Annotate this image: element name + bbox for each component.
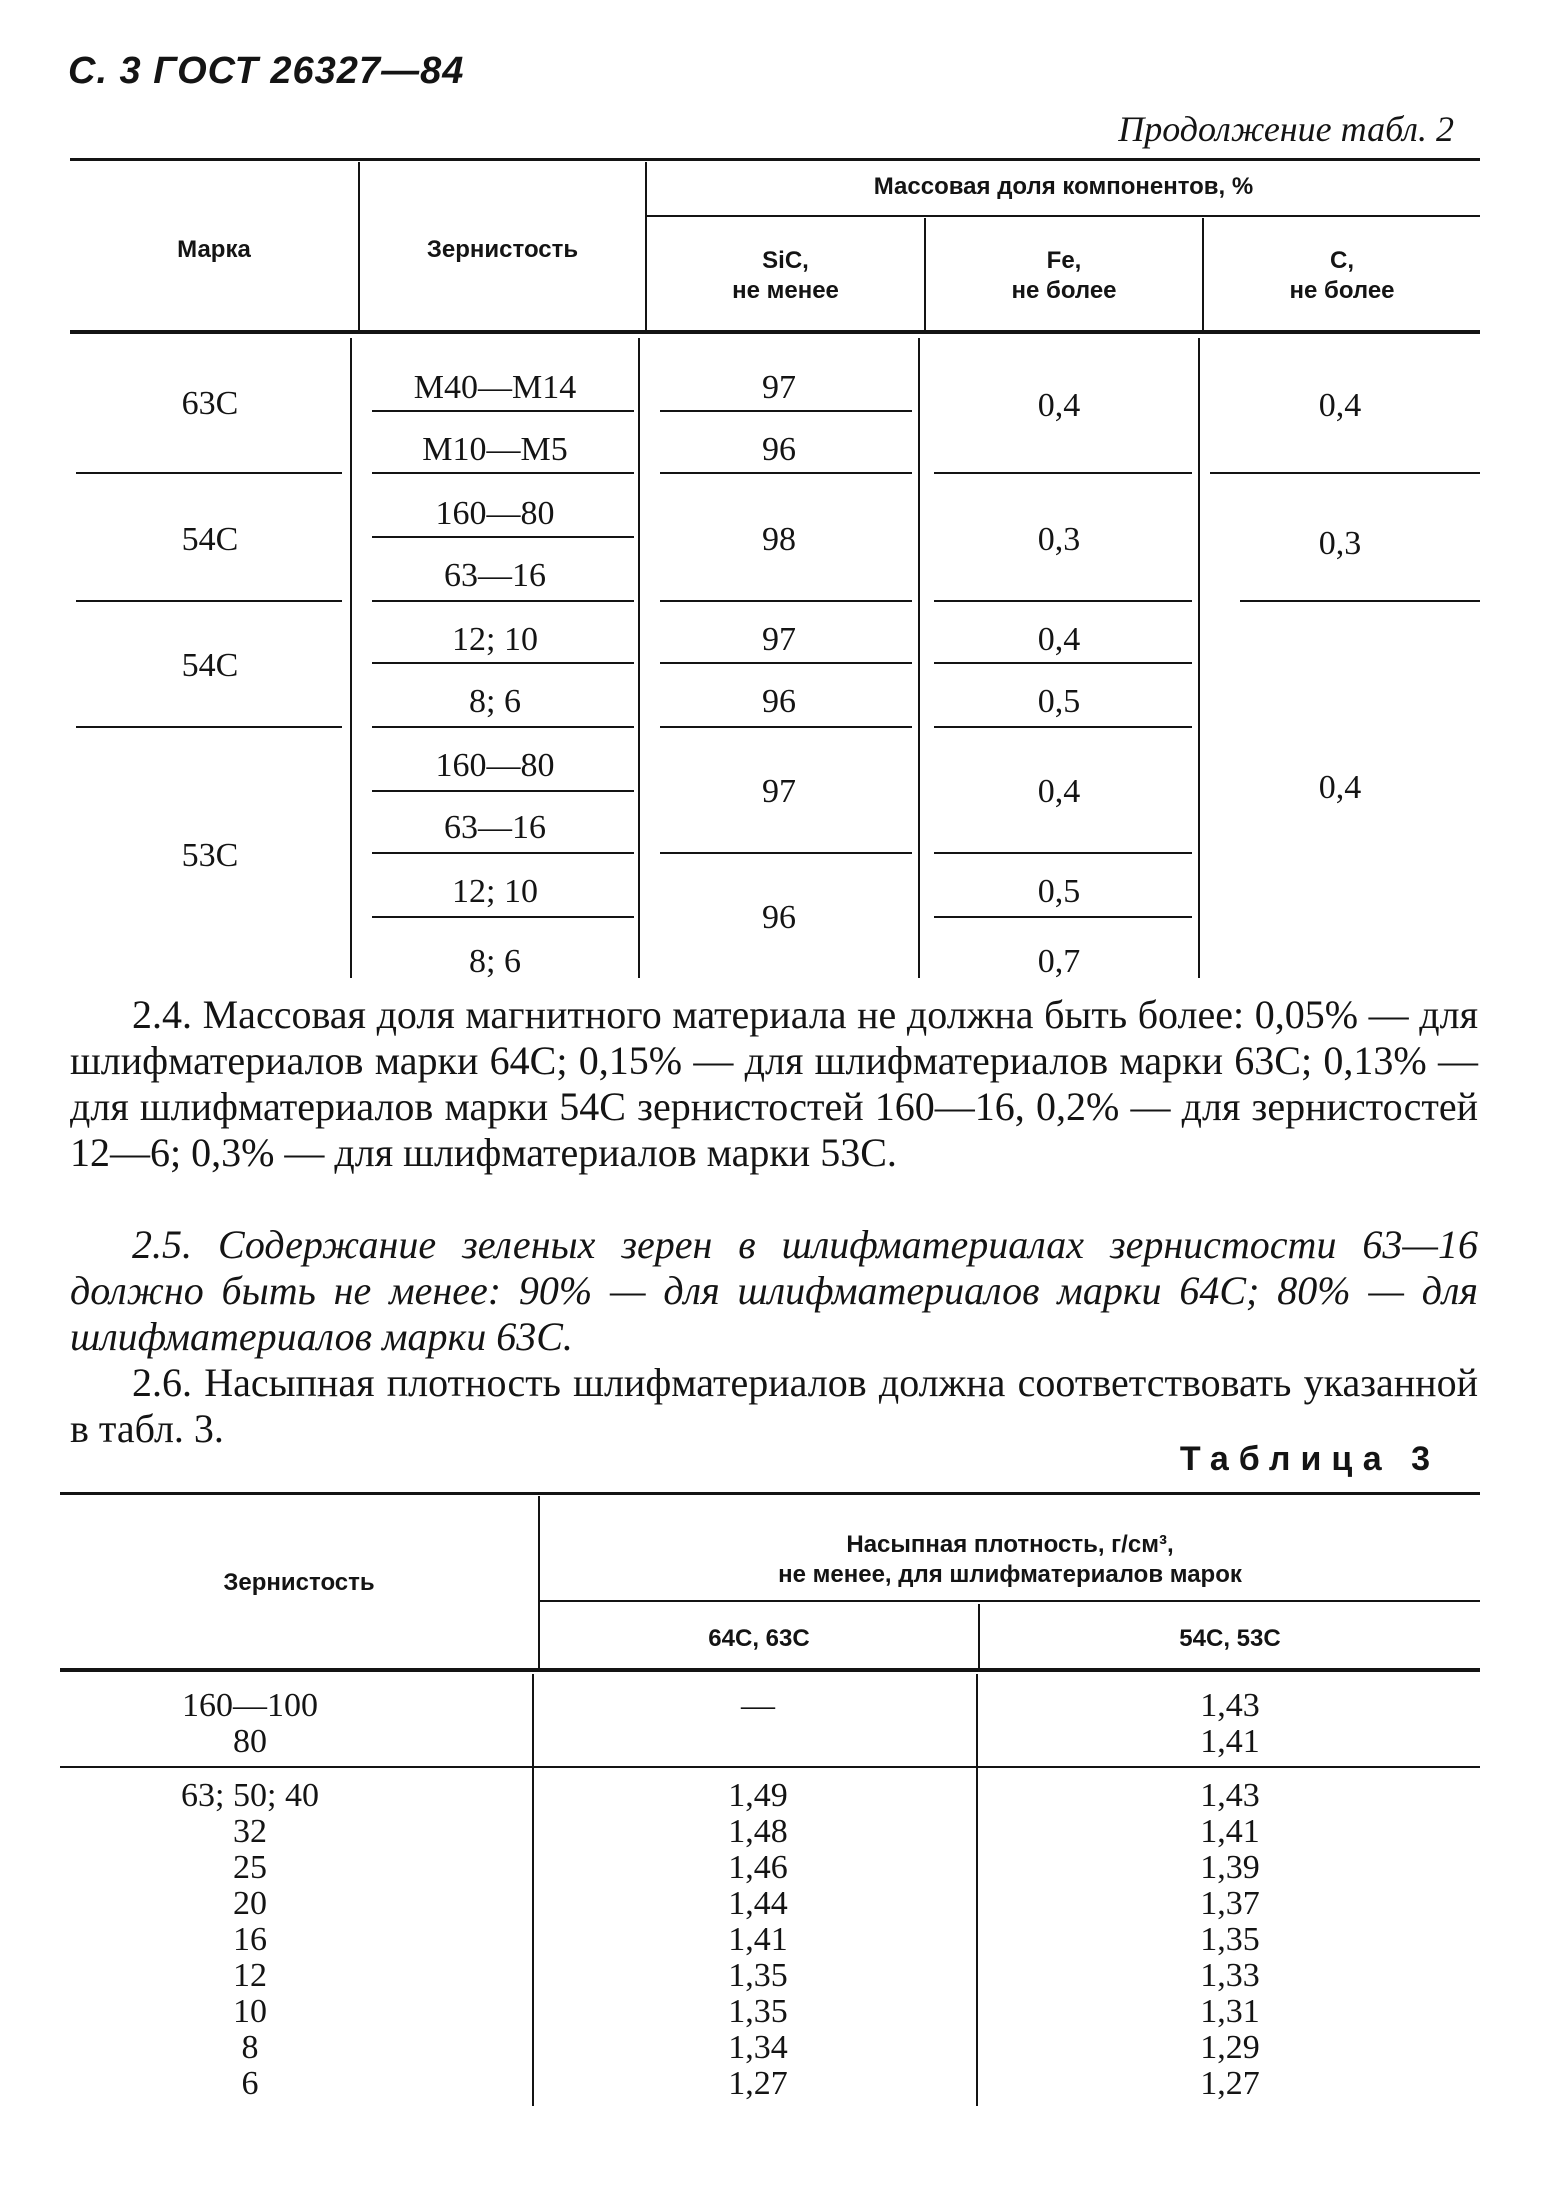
table-header-rule — [70, 330, 1480, 334]
sic-cell: 96 — [762, 899, 796, 936]
density-cell: 1,43 — [1200, 1687, 1260, 1724]
row-rule — [934, 662, 1192, 664]
density-column-b-group-1 — [980, 1688, 1480, 1760]
grit-cell: 12; 10 — [452, 621, 538, 658]
paragraph-2-4: 2.4. Массовая доля магнитного материала не должна быть более: 0,05% — для шлифматериалов марки 64C; 0,15% — для шлифматериалов марки 63C; 0,13% — для шлифматериалов марки 54C зернистостей 160—16, 0,2% — для зернистостей 12—6; 0,3% — для шлифматериалов марки 53C. — [70, 992, 1478, 1175]
row-rule — [934, 852, 1192, 854]
grit-column-group-1 — [140, 1688, 360, 1760]
density-cell: 1,35 — [1200, 1921, 1260, 1958]
grit-cell: 6 — [241, 2065, 259, 2102]
density-cell: 1,46 — [728, 1849, 788, 1886]
row-rule — [660, 662, 912, 664]
row-rule — [1210, 472, 1480, 474]
column-group-header: Насыпная плотность, г/см³, не менее, для шлифматериалов марок — [778, 1531, 1242, 1588]
grit-cell: 160—80 — [435, 747, 555, 784]
row-rule — [934, 726, 1192, 728]
column-header-grade: Марка — [177, 236, 251, 263]
row-rule — [76, 472, 342, 474]
row-rule — [934, 600, 1192, 602]
grit-cell: 63; 50; 40 — [181, 1777, 319, 1814]
grit-cell: 16 — [233, 1921, 267, 1958]
table-top-rule — [60, 1492, 1480, 1495]
row-rule — [372, 410, 634, 412]
row-rule — [660, 600, 912, 602]
column-header-sic: SiC, не менее — [732, 247, 839, 304]
row-rule — [372, 852, 634, 854]
sic-cell: 98 — [762, 521, 796, 558]
density-cell: 1,49 — [728, 1777, 788, 1814]
grit-cell: 10 — [233, 1993, 267, 2030]
paragraph-2-5: 2.5. Содержание зеленых зерен в шлифматериалах зернистости 63—16 должно быть не менее: 90% — для шлифматериалов марки 64C; 80% — для шлифматериалов марки 63C. — [70, 1222, 1478, 1359]
row-rule — [934, 472, 1192, 474]
grit-cell: 25 — [233, 1849, 267, 1886]
row-rule — [372, 536, 634, 538]
group-header-rule — [540, 1600, 1480, 1602]
sic-cell: 97 — [762, 621, 796, 658]
grit-cell: M40—M14 — [413, 369, 577, 406]
grade-cell: 63C — [181, 385, 239, 422]
density-cell: 1,35 — [728, 1993, 788, 2030]
row-rule — [76, 726, 342, 728]
page-identifier: С. 3 ГОСТ 26327—84 — [68, 50, 465, 92]
density-cell: 1,35 — [728, 1957, 788, 1994]
sic-cell: 96 — [762, 431, 796, 468]
sic-cell: 97 — [762, 369, 796, 406]
body-divider — [1198, 338, 1200, 978]
grit-cell: 8; 6 — [469, 943, 521, 980]
density-cell: — — [741, 1687, 775, 1724]
grade-cell: 54C — [181, 647, 239, 684]
grit-cell: 63—16 — [444, 809, 546, 846]
fe-cell: 0,4 — [1037, 621, 1081, 658]
row-rule — [372, 600, 634, 602]
grit-column-group-2 — [140, 1778, 360, 2102]
column-group-header: Массовая доля компонентов, % — [873, 173, 1254, 200]
density-cell: 1,48 — [728, 1813, 788, 1850]
table-3-title: Таблица 3 — [1179, 1440, 1440, 1478]
group-header-rule — [645, 215, 1480, 217]
density-column-b-group-2 — [980, 1778, 1480, 2102]
column-header-54c-53c: 54C, 53C — [1179, 1625, 1281, 1652]
grit-cell: M10—M5 — [422, 431, 568, 468]
row-rule — [934, 916, 1192, 918]
density-cell — [540, 1724, 976, 1760]
sic-cell: 96 — [762, 683, 796, 720]
row-rule — [660, 410, 912, 412]
density-cell: 1,31 — [1200, 1993, 1260, 2030]
fe-cell: 0,5 — [1037, 873, 1081, 910]
grit-cell: 12 — [233, 1957, 267, 1994]
row-rule — [372, 472, 634, 474]
column-header-fe: Fe, не более — [1011, 247, 1117, 304]
grit-cell: 160—80 — [435, 495, 555, 532]
density-cell: 1,33 — [1200, 1957, 1260, 1994]
grit-cell: 160—100 — [182, 1687, 318, 1724]
grade-cell: 53C — [181, 837, 239, 874]
c-cell: 0,4 — [1318, 769, 1362, 806]
column-header-grit: Зернистость — [426, 236, 579, 263]
body-divider — [976, 1674, 978, 2106]
row-rule — [372, 662, 634, 664]
fe-cell: 0,7 — [1037, 943, 1081, 980]
table-continuation-title: Продолжение табл. 2 — [1118, 109, 1454, 149]
column-header-64c-63c: 64C, 63C — [708, 1625, 810, 1652]
table-top-rule — [70, 158, 1480, 161]
density-cell: 1,29 — [1200, 2029, 1260, 2066]
row-rule — [372, 726, 634, 728]
row-rule — [660, 852, 912, 854]
row-rule — [660, 726, 912, 728]
body-divider — [532, 1674, 534, 2106]
density-cell: 1,39 — [1200, 1849, 1260, 1886]
density-cell: 1,41 — [728, 1921, 788, 1958]
grade-cell: 54C — [181, 521, 239, 558]
column-header-c: C, не более — [1289, 247, 1395, 304]
density-cell: 1,41 — [1200, 1723, 1260, 1760]
table-header-rule — [60, 1668, 1480, 1672]
row-rule — [372, 916, 634, 918]
fe-cell: 0,4 — [1037, 387, 1081, 424]
density-cell: 1,27 — [1200, 2065, 1260, 2102]
column-header-grit: Зернистость — [223, 1569, 375, 1596]
density-cell: 1,41 — [1200, 1813, 1260, 1850]
group-separator-rule — [60, 1766, 1480, 1768]
grit-cell: 8; 6 — [469, 683, 521, 720]
grit-cell: 32 — [233, 1813, 267, 1850]
density-cell: 1,34 — [728, 2029, 788, 2066]
grit-cell: 20 — [233, 1885, 267, 1922]
grit-cell: 80 — [233, 1723, 267, 1760]
row-rule — [1240, 600, 1480, 602]
density-cell: 1,43 — [1200, 1777, 1260, 1814]
row-rule — [660, 472, 912, 474]
grit-cell: 12; 10 — [452, 873, 538, 910]
density-column-a-group-1 — [540, 1688, 976, 1760]
density-column-a-group-2 — [540, 1778, 976, 2102]
density-cell: 1,37 — [1200, 1885, 1260, 1922]
c-cell: 0,4 — [1318, 387, 1362, 424]
sic-cell: 97 — [762, 773, 796, 810]
fe-cell: 0,5 — [1037, 683, 1081, 720]
density-cell: 1,27 — [728, 2065, 788, 2102]
row-rule — [76, 600, 342, 602]
paragraph-2-6: 2.6. Насыпная плотность шлифматериалов должна соответствовать указанной в табл. 3. — [70, 1360, 1478, 1451]
row-rule — [372, 790, 634, 792]
c-cell: 0,3 — [1318, 525, 1362, 562]
fe-cell: 0,3 — [1037, 521, 1081, 558]
fe-cell: 0,4 — [1037, 773, 1081, 810]
grit-cell: 8 — [241, 2029, 259, 2066]
grit-cell: 63—16 — [444, 557, 546, 594]
density-cell: 1,44 — [728, 1885, 788, 1922]
